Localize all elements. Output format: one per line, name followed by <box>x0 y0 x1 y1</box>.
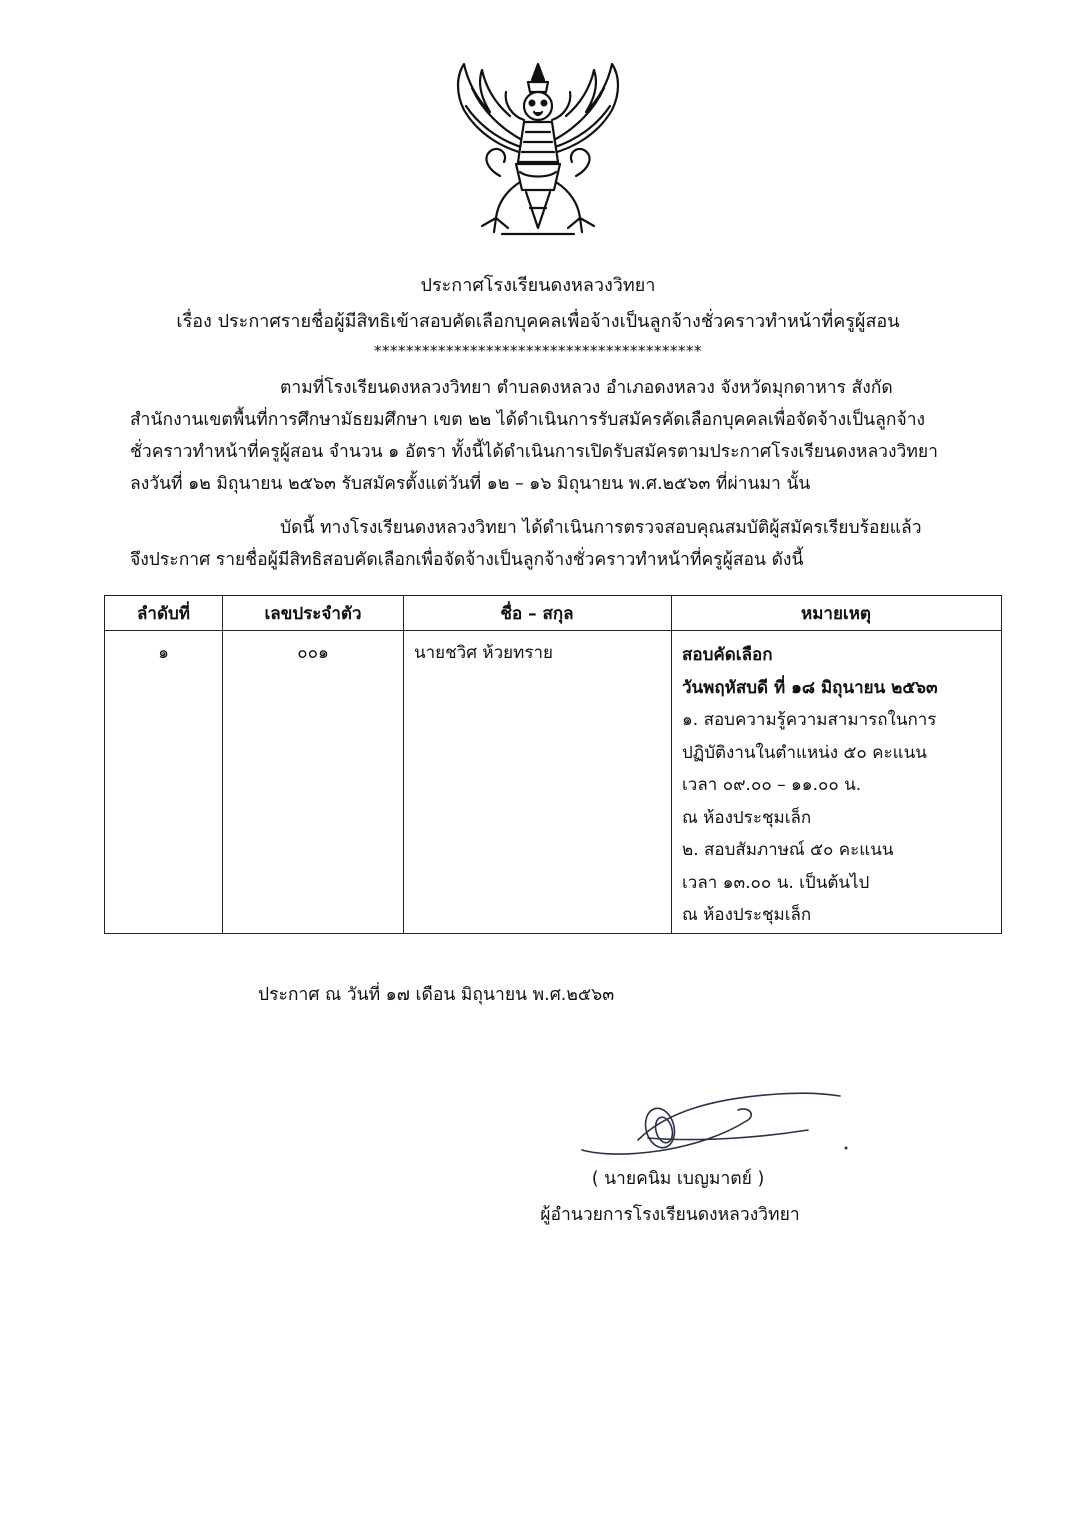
header-name: ชื่อ – สกุล <box>404 596 672 631</box>
intro-paragraph <box>130 372 950 500</box>
intro-line-2: สำนักงานเขตพื้นที่การศึกษามัธยมศึกษา เขต ๒๒ ได้ดำเนินการรับสมัครคัดเลือกบุคคลเพื่อจัดจ้างเป็นลูกจ้าง <box>130 410 926 430</box>
note-line: ณ ห้องประชุมเล็ก <box>682 905 812 925</box>
note-exam-title: สอบคัดเลือก <box>682 645 773 665</box>
table-row <box>105 631 1002 934</box>
announcement-subject: เรื่อง ประกาศรายชื่อผู้มีสิทธิเข้าสอบคัดเลือกบุคคลเพื่อจ้างเป็นลูกจ้างชั่วคราวทำหน้าที่ครูผู้สอน <box>176 311 900 332</box>
result-paragraph <box>130 512 950 576</box>
note-line: เวลา ๐๙.๐๐ – ๑๑.๐๐ น. <box>682 775 862 795</box>
header-id: เลขประจำตัว <box>223 596 404 631</box>
intro-line-1: ตามที่โรงเรียนดงหลวงวิทยา ตำบลดงหลวง อำเภอดงหลวง จังหวัดมุกดาหาร สังกัด <box>280 378 893 398</box>
intro-line-4: ลงวันที่ ๑๒ มิถุนายน ๒๕๖๓ รับสมัครตั้งแต่วันที่ ๑๒ – ๑๖ มิถุนายน พ.ศ.๒๕๖๓ ที่ผ่านมา นั้น <box>130 474 811 494</box>
note-line: ณ ห้องประชุมเล็ก <box>682 807 812 828</box>
signature-icon <box>578 1080 868 1170</box>
note-line: ปฏิบัติงานในตำแหน่ง ๕๐ คะแนน <box>682 742 927 763</box>
note-exam-date: วันพฤหัสบดี ที่ ๑๘ มิถุนายน ๒๕๖๓ <box>682 677 938 698</box>
announcement-title: ประกาศโรงเรียนดงหลวงวิทยา <box>420 275 656 296</box>
announcement-date: ประกาศ ณ วันที่ ๑๗ เดือน มิถุนายน พ.ศ.๒๕๖๓ <box>258 985 615 1005</box>
garuda-emblem-icon <box>442 58 634 244</box>
cell-note <box>672 631 1002 934</box>
table-header-row <box>105 596 1002 631</box>
signer-name: ( นายคนิม เบญมาตย์ ) <box>591 1169 765 1189</box>
intro-line-3: ชั่วคราวทำหน้าที่ครูผู้สอน จำนวน ๑ อัตรา ทั้งนี้ได้ดำเนินการเปิดรับสมัครตามประกาศโรงเรียนดงหลวงวิทยา <box>130 442 938 462</box>
cell-order: ๑ <box>105 631 223 934</box>
note-line: ๑. สอบความรู้ความสามารถในการ <box>682 710 937 730</box>
candidate-table <box>104 595 1002 934</box>
result-line-1: บัดนี้ ทางโรงเรียนดงหลวงวิทยา ได้ดำเนินการตรวจสอบคุณสมบัติผู้สมัครเรียบร้อยแล้ว <box>280 518 922 538</box>
separator-line: ***************************************** <box>374 342 702 360</box>
signer-position: ผู้อำนวยการโรงเรียนดงหลวงวิทยา <box>540 1205 800 1225</box>
cell-name: นายชวิศ ห้วยทราย <box>404 631 672 934</box>
cell-id: ๐๐๑ <box>223 631 404 934</box>
header-note: หมายเหตุ <box>672 596 1002 631</box>
note-line: ๒. สอบสัมภาษณ์ ๕๐ คะแนน <box>682 840 894 860</box>
note-line: เวลา ๑๓.๐๐ น. เป็นต้นไป <box>682 872 870 893</box>
header-order: ลำดับที่ <box>105 596 223 631</box>
result-line-2: จึงประกาศ รายชื่อผู้มีสิทธิสอบคัดเลือกเพื่อจัดจ้างเป็นลูกจ้างชั่วคราวทำหน้าที่ครูผู้สอน ดังนี้ <box>130 550 804 570</box>
